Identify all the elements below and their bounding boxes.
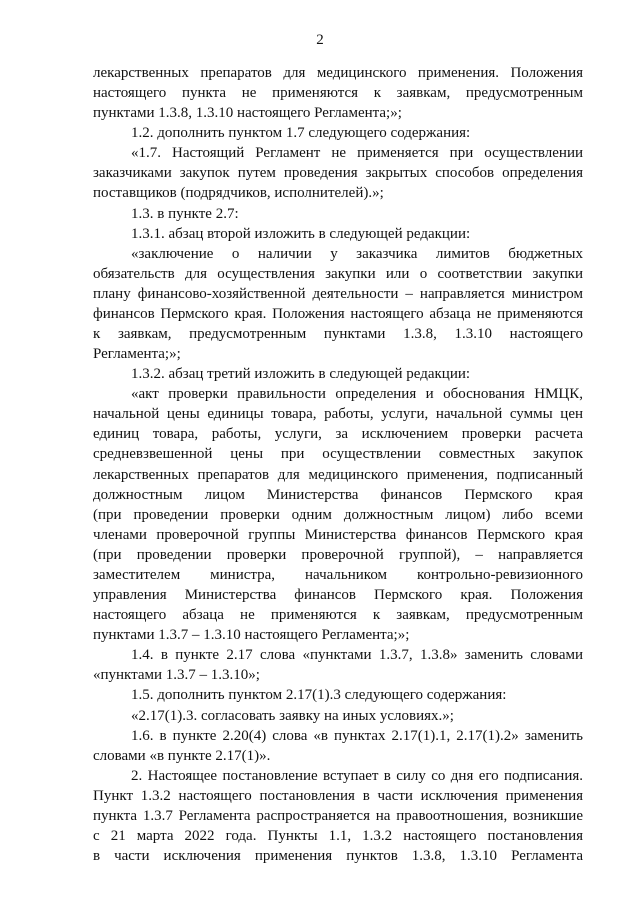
- text-line: «2.17(1).3. согласовать заявку на иных условиях.»;: [131, 707, 454, 724]
- text-line: словами «в пункте 2.17(1)».: [93, 747, 271, 764]
- text-line: «пунктами 1.3.7 – 1.3.10»;: [93, 667, 260, 684]
- text-line: должностным лицом Министерства финансов Пермского края: [93, 486, 583, 503]
- text-line: 1.5. дополнить пунктом 2.17(1).3 следующего содержания:: [131, 687, 507, 704]
- text-line: настоящего абзаца не применяются к заявкам, предусмотренным: [93, 607, 583, 624]
- text-line: 1.3.1. абзац второй изложить в следующей редакции:: [131, 225, 471, 242]
- text-line: начальной цены единицы товара, работы, услуги, начальной суммы цен: [93, 406, 583, 423]
- text-line: обязательств для осуществления закупки или о соответствии закупки: [93, 265, 583, 282]
- text-line: пунктами 1.3.7 – 1.3.10 настоящего Регламента;»;: [93, 627, 410, 644]
- document-body: [93, 63, 583, 866]
- text-line: в части исключения применения пунктов 1.3.8, 1.3.10 Регламента: [93, 848, 583, 865]
- text-line: поставщиков (подрядчиков, исполнителей).»;: [93, 185, 384, 202]
- text-line: заказчиками закупок путем проведения закрытых способов определения: [93, 165, 583, 182]
- text-line: (при проведении проверки одним должностным лицом) либо всеми: [93, 506, 583, 523]
- text-line: членами проверочной группы Министерства финансов Пермского края: [93, 526, 583, 543]
- text-line: настоящего пункта не применяются к заявкам, предусмотренным: [93, 85, 583, 102]
- text-line: пунктами 1.3.8, 1.3.10 настоящего Регламента;»;: [93, 105, 402, 122]
- text-line: пункта 1.3.7 Регламента распространяется на правоотношения, возникшие: [93, 807, 583, 824]
- text-line: «акт проверки правильности определения и обоснования НМЦК,: [131, 386, 583, 403]
- text-line: «заключение о наличии у заказчика лимитов бюджетных: [131, 245, 583, 262]
- text-line: плану финансово-хозяйственной деятельности – направляется министром: [93, 285, 583, 302]
- text-line: единиц товара, работы, услуги, за исключением проверки расчета: [93, 426, 583, 443]
- text-line: управления Министерства финансов Пермского края. Положения: [93, 587, 583, 604]
- text-line: с 21 марта 2022 года. Пункты 1.1, 1.3.2 настоящего постановления: [93, 827, 583, 844]
- text-line: 1.2. дополнить пунктом 1.7 следующего содержания:: [131, 125, 471, 142]
- text-line: Пункт 1.3.2 настоящего постановления в части исключения применения: [93, 787, 583, 804]
- page-number: 2: [316, 32, 324, 48]
- text-line: средневзвешенной цены при осуществлении совместных закупок: [93, 446, 583, 463]
- text-line: лекарственных препаратов для медицинского применения, подписанный: [93, 466, 583, 483]
- text-line: 1.3.2. абзац третий изложить в следующей редакции:: [131, 366, 471, 383]
- text-line: 2. Настоящее постановление вступает в силу со дня его подписания.: [131, 767, 583, 784]
- text-line: «1.7. Настоящий Регламент не применяется при осуществлении: [131, 145, 583, 162]
- text-line: 1.6. в пункте 2.20(4) слова «в пунктах 2.17(1).1, 2.17(1).2» заменить: [131, 727, 583, 744]
- text-line: 1.3. в пункте 2.7:: [131, 205, 239, 222]
- text-line: 1.4. в пункте 2.17 слова «пунктами 1.3.7, 1.3.8» заменить словами: [131, 647, 583, 664]
- text-line: (при проведении проверки проверочной группой), – направляется: [93, 546, 583, 563]
- text-line: Регламента;»;: [93, 346, 181, 363]
- text-line: заместителем министра, начальником контрольно-ревизионного: [93, 566, 583, 583]
- text-line: финансов Пермского края. Положения настоящего абзаца не применяются: [93, 305, 583, 322]
- text-line: лекарственных препаратов для медицинского применения. Положения: [93, 65, 583, 81]
- text-line: к заявкам, предусмотренным пунктами 1.3.8, 1.3.10 настоящего: [93, 326, 583, 343]
